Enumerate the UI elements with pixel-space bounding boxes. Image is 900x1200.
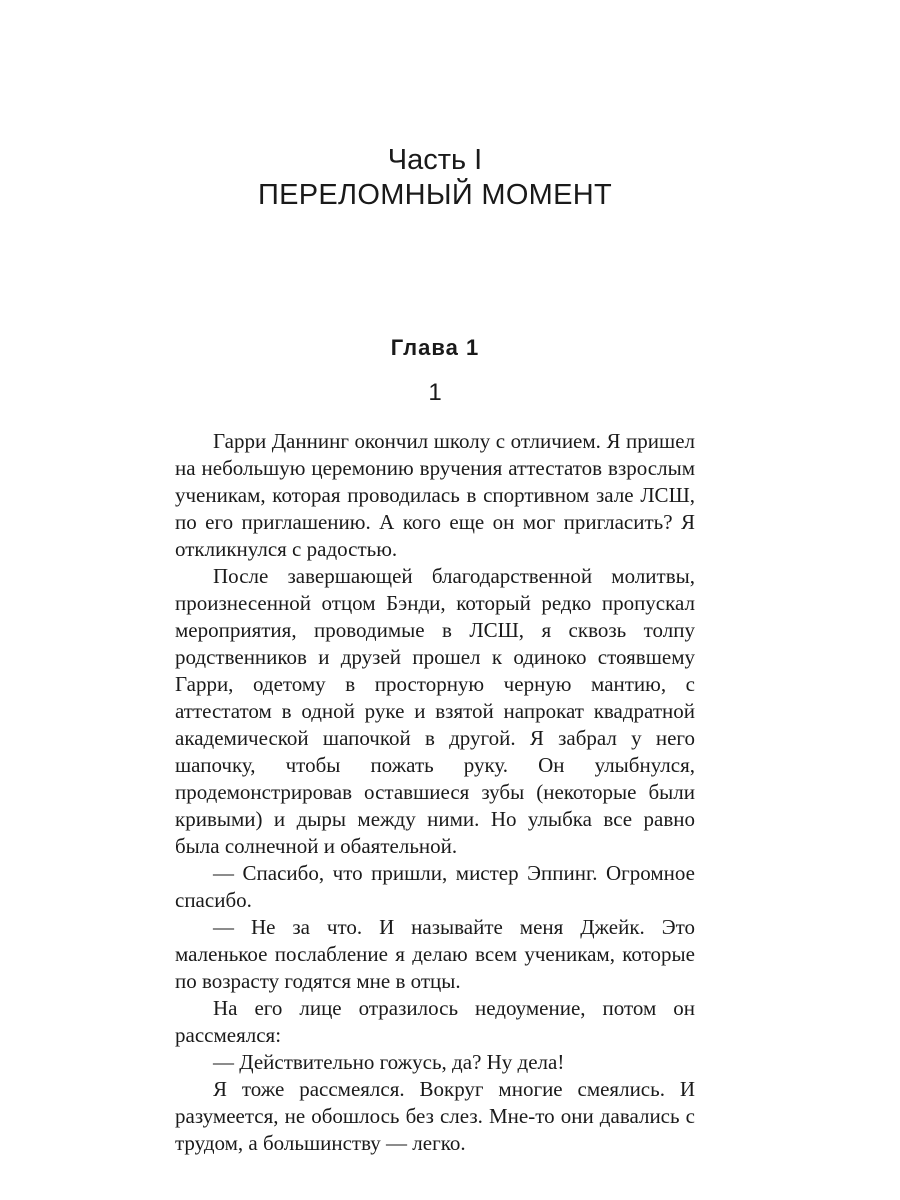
- paragraph: — Спасибо, что пришли, мистер Эппинг. Огромное спасибо.: [175, 861, 695, 912]
- paragraph: — Не за что. И называйте меня Джейк. Это маленькое послабление я делаю всем ученикам, которые по возрасту годятся мне в отцы.: [175, 915, 695, 993]
- paragraph: После завершающей благодарственной молитвы, произнесенной отцом Бэнди, который редко пропускал мероприятия, проводимые в ЛСШ, я сквозь толпу родственников и друзей прошел к одиноко стоявшему Гарри, одетому в просторную черную мантию, с аттестатом в одной руке и взятой напрокат квадратной академической шапочкой в другой. Я забрал у него шапочку, чтобы пожать руку. Он улыбнулся, продемонстрировав оставшиеся зубы (некоторые были кривыми) и дыры между ними. Но улыбка все равно была солнечной и обаятельной.: [175, 564, 695, 858]
- chapter-title: Глава 1: [390, 335, 480, 360]
- paragraph: Я тоже рассмеялся. Вокруг многие смеялись. И разумеется, не обошлось без слез. Мне-то они давались с трудом, а большинству — легко.: [175, 1077, 695, 1155]
- paragraph: Гарри Даннинг окончил школу с отличием. Я пришел на небольшую церемонию вручения аттестатов взрослым ученикам, которая проводилась в спортивном зале ЛСШ, по его приглашению. А кого еще он мог пригласить? Я откликнулся с радостью.: [175, 429, 695, 561]
- part-label: Часть I: [387, 144, 483, 176]
- section-number: 1: [428, 379, 442, 406]
- paragraph: На его лице отразилось недоумение, потом он рассмеялся:: [175, 996, 695, 1047]
- body-text: [175, 428, 695, 1157]
- part-title: ПЕРЕЛОМНЫЙ МОМЕНТ: [257, 179, 613, 211]
- paragraph: — Действительно гожусь, да? Ну дела!: [213, 1050, 565, 1074]
